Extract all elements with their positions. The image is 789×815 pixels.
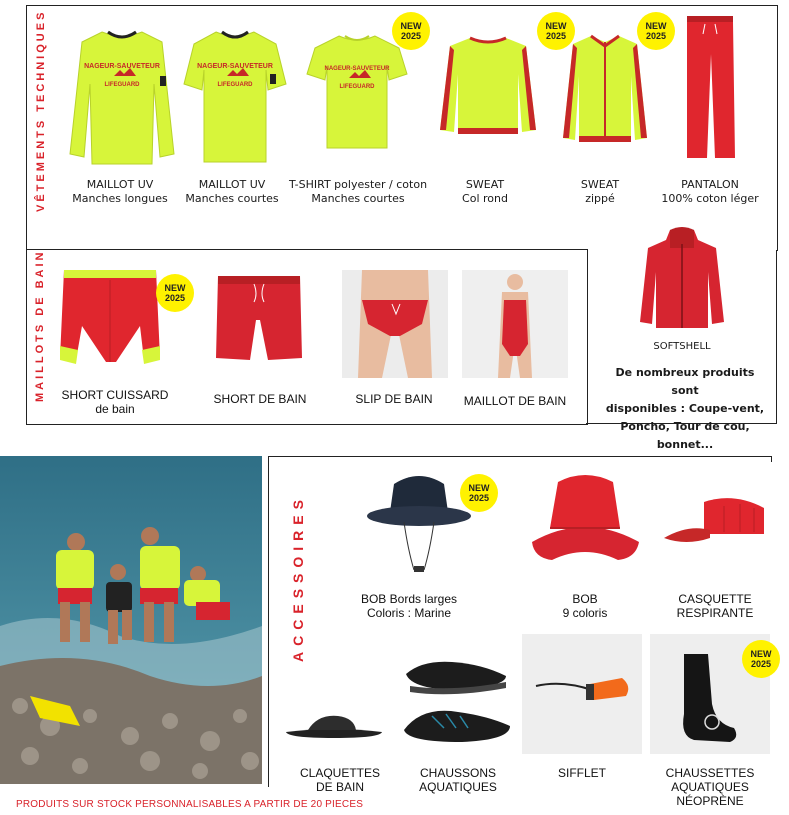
- caption-bob-wide: BOB Bords larges Coloris : Marine: [360, 592, 458, 620]
- product-image-sweat-crew: [438, 34, 538, 139]
- product-image-bob-wide: [364, 470, 474, 580]
- footer-note: PRODUITS SUR STOCK PERSONNALISABLES A PARTIR DE 20 PIECES: [16, 799, 364, 810]
- product-image-sweat-zip: [563, 32, 648, 147]
- caption-uv-long-sleeve: MAILLOT UV Manches longues: [72, 178, 168, 205]
- new-badge-neoprene-socks: NEW 2025: [742, 640, 780, 678]
- product-image-bob-red: [528, 472, 643, 567]
- accessories-frame-right-edge: [771, 456, 772, 462]
- product-image-water-shoes: [402, 656, 512, 746]
- shirt-print-arc: NAGEUR-SAUVETEUR: [84, 63, 160, 70]
- product-image-uv-short-sleeve: [180, 24, 290, 169]
- new-badge-pants: NEW 2025: [637, 12, 675, 50]
- product-image-pants: [683, 14, 738, 162]
- section-label-swim: MAILLOTS DE BAIN: [34, 249, 46, 402]
- product-image-swim-short-liner: [56, 266, 166, 371]
- new-badge-tshirt: NEW 2025: [392, 12, 430, 50]
- caption-tshirt: T-SHIRT polyester / coton Manches courtes: [288, 178, 428, 205]
- caption-whistle: SIFFLET: [557, 766, 606, 780]
- outer-frame-right-side: [776, 250, 777, 424]
- new-badge-sweat-zip: NEW 2025: [537, 12, 575, 50]
- tshirt-print-arc: NAGEUR-SAUVETEUR: [324, 66, 390, 72]
- new-badge-bob-wide: NEW 2025: [460, 474, 498, 512]
- product-image-cap: [664, 494, 769, 554]
- product-image-slides: [284, 710, 384, 740]
- caption-swim-short-liner: SHORT CUISSARD de bain: [61, 388, 169, 416]
- caption-swim-short: SHORT DE BAIN: [213, 392, 307, 406]
- product-image-swim-short: [214, 272, 304, 364]
- product-image-tshirt: [305, 30, 410, 155]
- caption-sweat-zip: SWEAT zippé: [580, 178, 620, 205]
- lifeguard-rescue-photo: [0, 456, 262, 784]
- caption-pants: PANTALON 100% coton léger: [661, 178, 759, 205]
- new-badge-swim-short-liner: NEW 2025: [156, 274, 194, 312]
- tshirt-print-word: LIFEGUARD: [339, 84, 375, 90]
- product-image-softshell: [640, 226, 725, 331]
- section-label-accessories: ACCESSOIRES: [290, 494, 306, 662]
- caption-softshell: SOFTSHELL: [653, 341, 711, 352]
- caption-uv-short-sleeve: MAILLOT UV Manches courtes: [185, 178, 279, 205]
- product-image-swimsuit: [462, 270, 568, 378]
- section-label-technical: VÊTEMENTS TECHNIQUES: [35, 9, 47, 212]
- caption-sweat-crew: SWEAT Col rond: [462, 178, 508, 205]
- more-products-note: De nombreux produits sont disponibles : Coupe-vent, Poncho, Tour de cou, bonnet...: [605, 366, 765, 451]
- caption-slides: CLAQUETTES DE BAIN: [299, 766, 380, 794]
- caption-swim-brief: SLIP DE BAIN: [355, 392, 433, 406]
- caption-cap: CASQUETTE RESPIRANTE: [676, 592, 754, 620]
- caption-swimsuit: MAILLOT DE BAIN: [463, 394, 567, 408]
- shirt-print-word-2: LIFEGUARD: [217, 82, 253, 88]
- product-image-whistle: [522, 634, 642, 754]
- shirt-print-word: LIFEGUARD: [104, 82, 140, 88]
- product-image-swim-brief: [342, 270, 448, 378]
- product-image-uv-long-sleeve: [62, 24, 182, 169]
- caption-neoprene-socks: CHAUSSETTES AQUATIQUES NÉOPRÈNE: [665, 766, 755, 808]
- caption-bob-red: BOB 9 coloris: [562, 592, 608, 620]
- shirt-print-arc-2: NAGEUR-SAUVETEUR: [197, 63, 273, 70]
- caption-water-shoes: CHAUSSONS AQUATIQUES: [419, 766, 497, 794]
